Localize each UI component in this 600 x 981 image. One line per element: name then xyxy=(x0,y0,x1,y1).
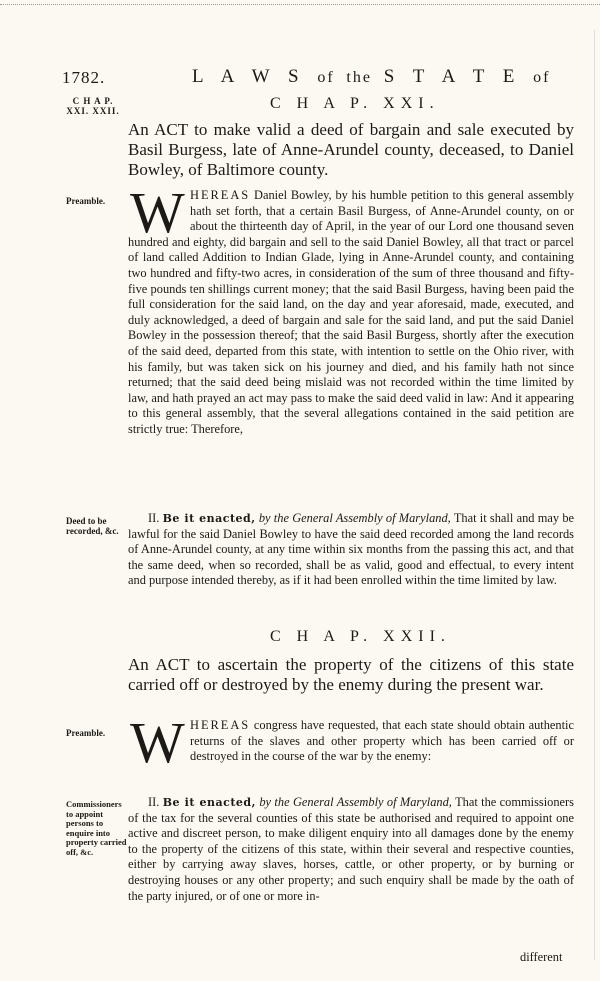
catchword: different xyxy=(520,950,563,964)
chapter-21-title-text: An ACT to make valid a deed of bargain and sale executed by Basil Burgess, late of Anne-Arundel county, deceased, to Daniel Bowley, of Baltimore county. xyxy=(128,120,574,179)
margin-preamble-1: Preamble. xyxy=(66,196,106,206)
dropcap-w-1: W xyxy=(130,180,185,245)
chapter-22-preamble xyxy=(128,710,574,775)
section-2-text-b: That the commissioners of the tax for the several counties of this state be authorised and required to appoint one active and discreet person, to make diligent enquiry into all damages done by the enemy to the property of the citizens of this state, within their several and respective counties, either by carrying away slaves, horses, cattle, or other property, or by burning or destroying houses or any other property; and such enquiry shall be made by the oath of the party injured, or of one or more in- xyxy=(128,795,575,903)
chapter-21-heading: C H A P. XXI. xyxy=(270,95,440,112)
chapter-22-preamble-body xyxy=(128,718,574,765)
section-2-number-a: II. xyxy=(148,511,160,525)
top-edge-dots xyxy=(0,4,600,13)
running-head-the: the xyxy=(346,69,372,86)
chapter-21-section-2 xyxy=(128,511,574,589)
section-2-number-b: II. xyxy=(148,795,160,809)
margin-chap: C H A P. xyxy=(72,96,114,106)
margin-chap-label xyxy=(58,96,128,116)
preamble-lead-1: HEREAS xyxy=(190,188,251,202)
authority-clause-b: by the General Assembly of Maryland, xyxy=(259,795,452,809)
running-head xyxy=(192,66,550,88)
chapter-21-preamble xyxy=(128,180,574,438)
margin-preamble-2: Preamble. xyxy=(66,728,106,738)
chapter-22-title-text: An ACT to ascertain the property of the citizens of this state carried off or destroyed by the enemy during the present war. xyxy=(128,655,574,694)
chapter-22-title xyxy=(128,655,574,695)
running-head-of-2: of xyxy=(533,69,551,86)
page-year: 1782. xyxy=(62,68,106,87)
chapter-21-title xyxy=(128,120,574,180)
authority-clause-a: by the General Assembly of Maryland, xyxy=(258,511,451,525)
preamble-lead-2: HEREAS xyxy=(190,718,251,732)
margin-commissioners-note: Commissioners to appoint persons to enquire into property carried off, &c. xyxy=(66,799,127,857)
margin-deed-note: Deed to be recorded, &c. xyxy=(66,516,119,536)
running-head-laws: L A W S xyxy=(192,66,306,87)
chapter-21-preamble-body xyxy=(128,180,574,438)
chapter-22-heading: C H A P. XXII. xyxy=(270,628,451,645)
running-head-state: S T A T E xyxy=(383,66,522,87)
section-2-text-a: That it shall and may be lawful for the said Daniel Bowley to have the said deed recorded among the land records of Anne-Arundel county, at any time within six months from the passing this act, and that the same deed, when so recorded, shall be as valid, good and effectual, to every intent and purpose intended thereby, as if it had been enrolled within the time limited by law. xyxy=(128,511,575,588)
margin-chap-range: XXI. XXII. xyxy=(66,106,120,116)
chapter-22-section-2 xyxy=(128,795,574,904)
dropcap-w-2: W xyxy=(130,710,185,775)
running-head-of: of xyxy=(317,69,335,86)
preamble-text-1: Daniel Bowley, by his humble petition to this general assembly hath set forth, that a certain Basil Burgess, of Anne-Arundel county, on or about the thirteenth day of April, in the year of our Lord one thousand seven hundred and eighty, did bargain and sell to the said Daniel Bowley, all that tract or parcel of land called Addition to Indian Glade, lying in Anne-Arundel county, and containing two hundred and fifty-two acres, in consideration of the sum of three thousand and fifty-five pounds ten shillings current money; that the said Basil Burgess, having been paid the full consideration for the said land, on the day and year aforesaid, made, executed, and duly acknowledged, a deed of bargain and sale for the said land, and put the said Daniel Bowley in the possession thereof; that the said Basil Burgess, shortly after the execution of the said deed, departed from this state, with intention to settle on the Ohio river, with his family, but was taken sick on his journey and died, and his family hath not since returned; that the said deed being mislaid was not recorded within the time limited by law, and hath prayed an act may pass to make the said deed valid in law: And it appearing to this general assembly, that the several allegations contained in the said petition are strictly true: Therefore, xyxy=(128,188,574,436)
enacted-clause-a: Be it enacted, xyxy=(162,512,256,525)
preamble-text-2: congress have requested, that each state should obtain authentic returns of the slaves and other property which has been carried off or destroyed in the course of the war by the enemy: xyxy=(190,718,574,764)
page-edge xyxy=(594,30,598,960)
enacted-clause-b: Be it enacted, xyxy=(162,796,256,809)
